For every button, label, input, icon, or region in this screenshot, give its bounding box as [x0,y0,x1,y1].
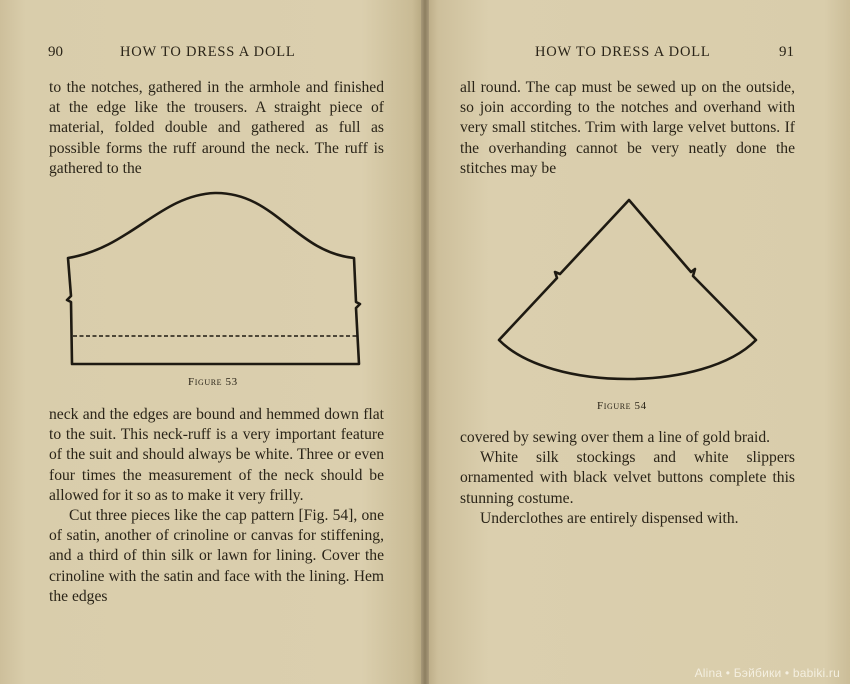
figure-54-caption: Figure 54 [597,400,647,412]
right-paragraph-1: covered by sewing over them a line of gold braid. [460,429,771,446]
right-paragraph-3: Underclothes are entirely dispensed with. [480,509,739,527]
figure-54-cap-pattern [495,196,760,396]
right-running-head: HOW TO DRESS A DOLL [535,44,711,60]
right-paragraph-2: White silk stockings and white slippers ornamented with black velvet buttons complete this stunning costume. [460,449,795,507]
left-running-head: HOW TO DRESS A DOLL [120,44,296,60]
right-body-text [460,428,795,529]
right-top-text: all round. The cap must be sewed up on the outside, so join according to the notches and overhand with very small stitches. Trim with large velvet buttons. If the overhanding cannot be very neatly done the stitches may be [460,79,795,177]
right-page-number: 91 [779,44,794,60]
figure-53-sleeve-pattern [60,190,370,375]
left-paragraph-1: neck and the edges are bound and hemmed down flat to the suit. This neck-ruff is a very important feature of the suit and should always be white. Three or even four times the measurement of the neck should be allowed for it so as to make it very frilly. [49,406,384,504]
site-watermark: Alina • Бэйбики • babiki.ru [694,666,840,680]
left-page-number: 90 [48,44,63,60]
book-gutter [421,0,429,684]
left-paragraph-2: Cut three pieces like the cap pattern [Fig. 54], one of satin, another of crinoline or canvas for stiffening, and a third of thin silk or lawn for lining. Cover the crinoline with the satin and face with the lining. Hem the edges [49,507,384,605]
figure-53-caption: Figure 53 [188,376,238,388]
left-body-text [49,405,384,607]
left-top-text: to the notches, gathered in the armhole and finished at the edge like the trousers. A straight piece of material, folded double and gathered as full as possible forms the ruff around the neck. The ruff is gathered to the [49,79,384,177]
